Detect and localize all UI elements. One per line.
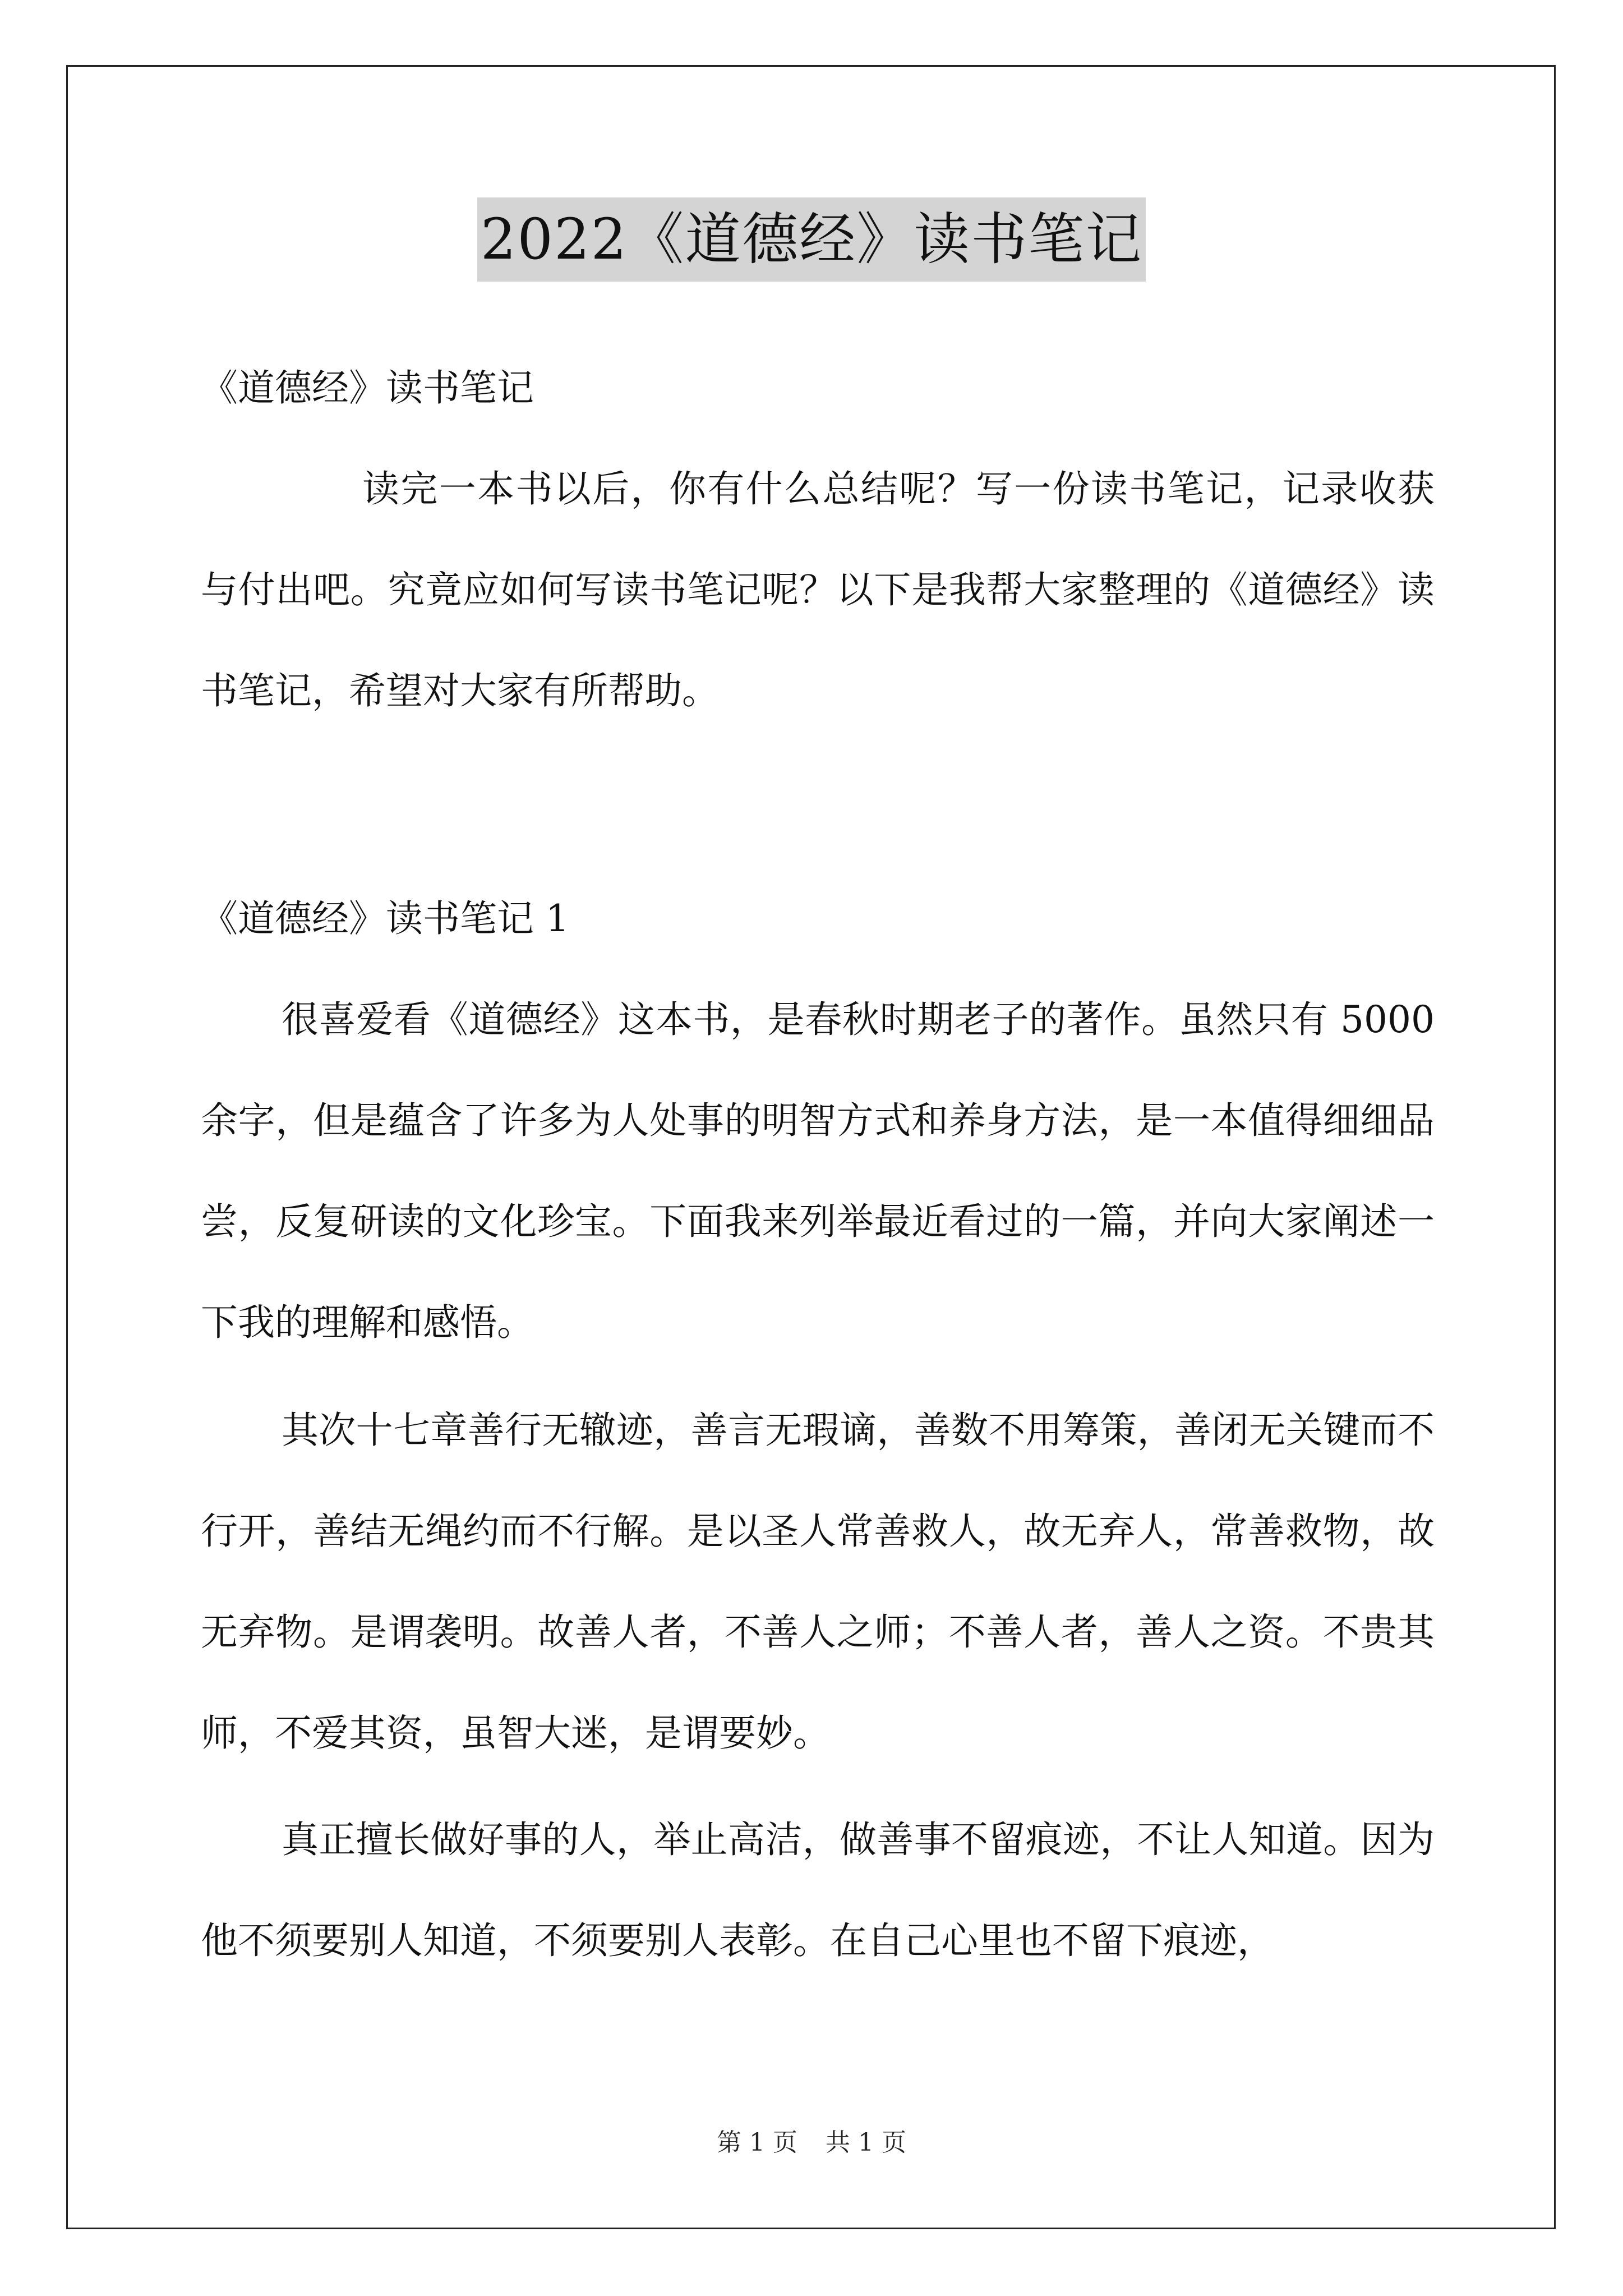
document-title: 2022《道德经》读书笔记: [477, 197, 1146, 282]
body-paragraph-2: 其次十七章善行无辙迹，善言无瑕谪，善数不用筹策，善闭无关键而不行开，善结无绳约而不行解。是以圣人常善救人，故无弃人，常善救物，故无弃物。是谓袭明。故善人者，不善人之师；不善人者，善人之资。不贵其师，不爱其资，虽智大迷，是谓要妙。: [201, 1409, 1435, 1755]
page-total: 共 1 页: [826, 2128, 906, 2157]
document-subtitle: 《道德经》读书笔记: [201, 366, 534, 409]
title-container: [0, 197, 1623, 282]
intro-paragraph: 读完一本书以后，你有什么总结呢？写一份读书笔记，记录收获与付出吧。究竟应如何写读书笔记呢？以下是我帮大家整理的《道德经》读书笔记，希望对大家有所帮助。: [201, 467, 1435, 712]
section-heading: 《道德经》读书笔记 1: [201, 897, 569, 940]
page-footer: [0, 2126, 1623, 2160]
page-number: 第 1 页: [717, 2128, 797, 2157]
body-paragraph-1: 很喜爱看《道德经》这本书，是春秋时期老子的著作。虽然只有 5000 余字，但是蕴含了许多为人处事的明智方式和养身方法，是一本值得细细品尝，反复研读的文化珍宝。下面我来列举最近看过的一篇，并向大家阐述一下我的理解和感悟。: [201, 998, 1435, 1344]
body-paragraph-3: 真正擅长做好事的人，举止高洁，做善事不留痕迹，不让人知道。因为他不须要别人知道，不须要别人表彰。在自己心里也不留下痕迹，: [201, 1818, 1435, 1962]
